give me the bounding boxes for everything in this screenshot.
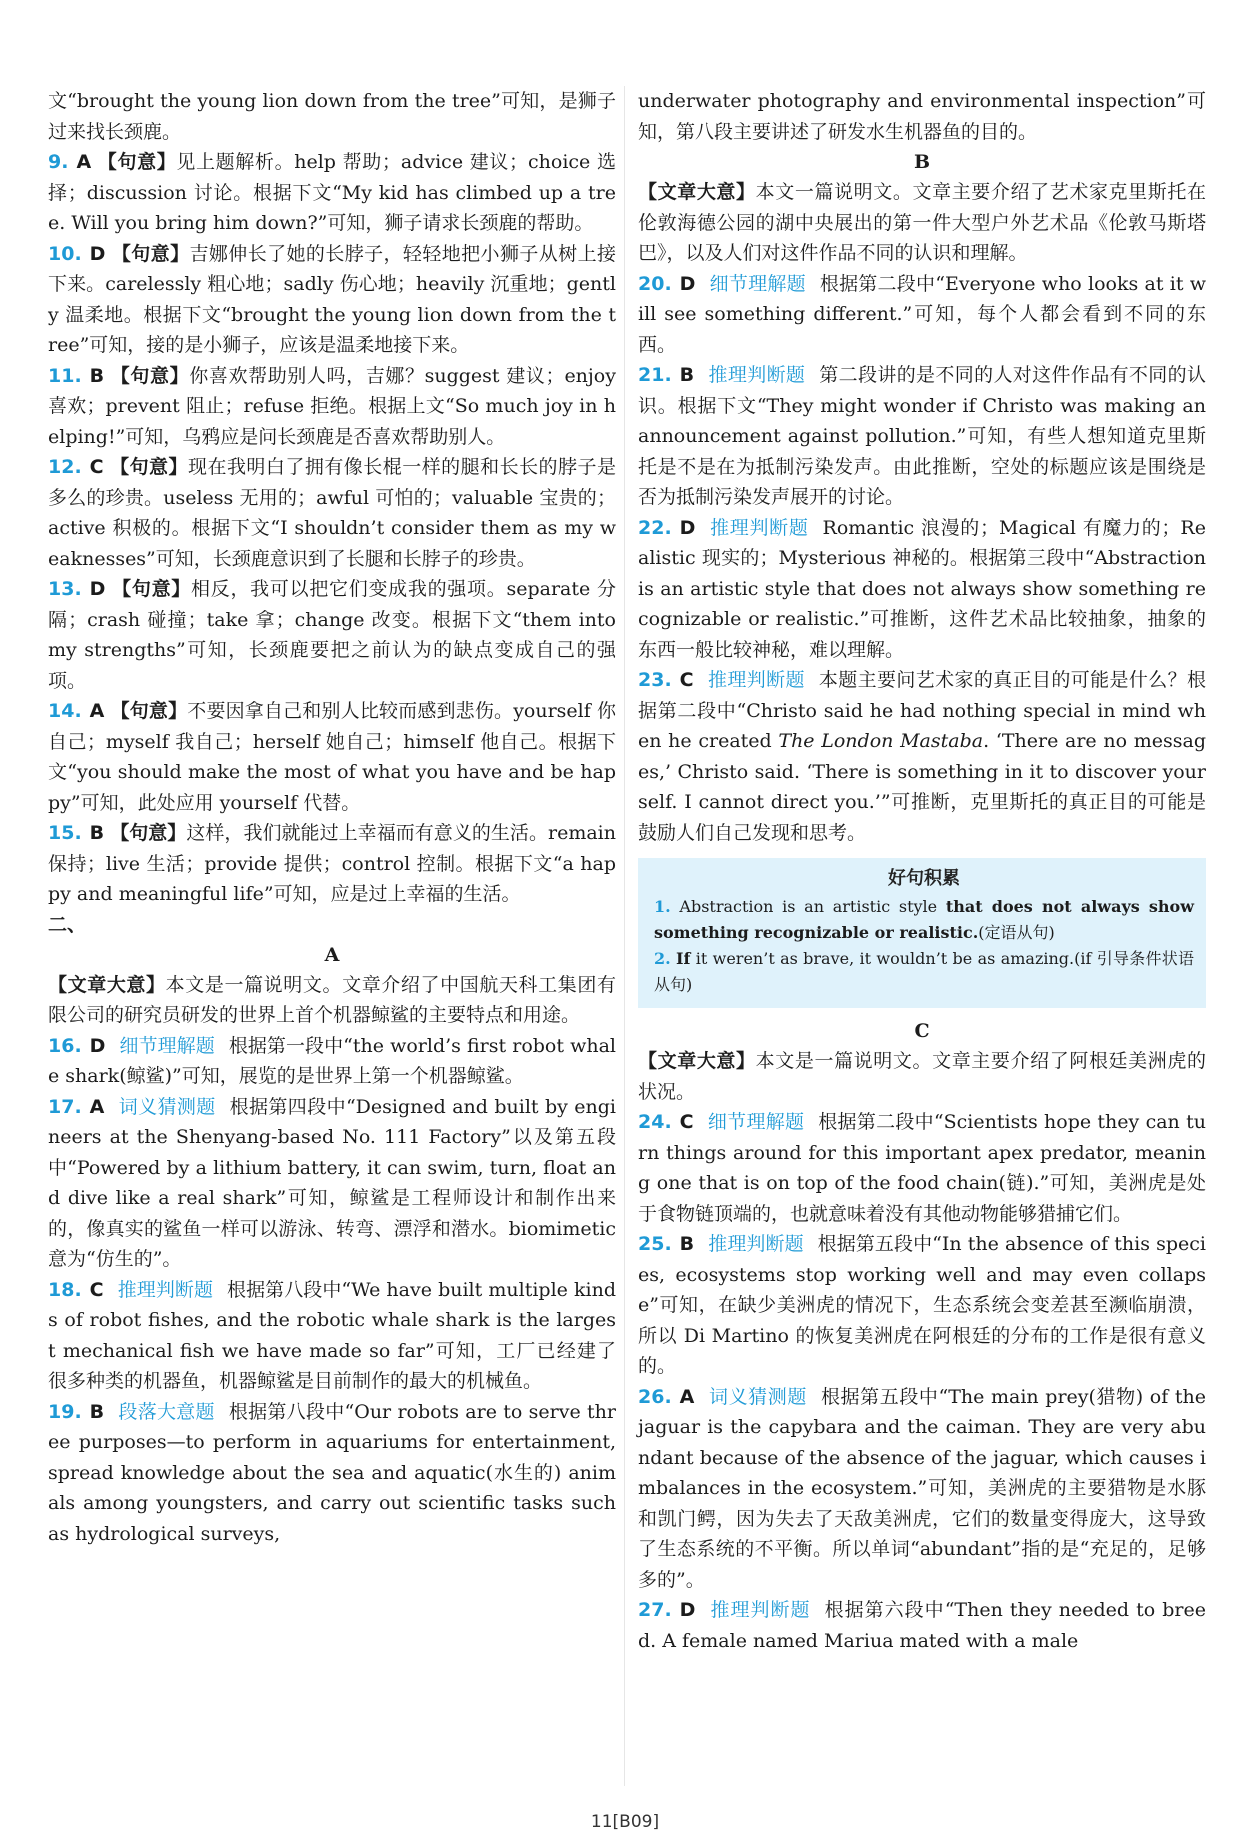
explanation-text: Romantic 浪漫的；Magical 有魔力的；Realistic 现实的；Mysterious 神秘的。根据第三段中“Abstraction is an artistic style that does not always show something recognizable or realistic.”可推断，这件艺术品比较抽象，抽象的东西一般比较神秘，难以理解。 xyxy=(638,516,1206,661)
answer-letter: B xyxy=(679,364,695,386)
answer-explanation xyxy=(48,818,616,910)
explanation-text: 根据第八段中“We have built multiple kinds of robot fishes, and the robotic whale shark is the largest mechanical fish we have made so far”可知，工厂已经建了很多种类的机器鱼，机器鲸鲨是目前制作的最大的机械鱼。 xyxy=(48,1278,616,1392)
explanation-text: 相反，我可以把它们变成我的强项。separate 分隔；crash 碰撞；take 拿；change 改变。根据下文“them into my strengths”可知，长颈鹿要把之前认为的缺点变成自己的强项。 xyxy=(48,578,616,692)
grammar-note: (定语从句) xyxy=(978,923,1055,942)
good-sentences-box xyxy=(638,858,1206,1008)
answer-letter: B xyxy=(679,1233,695,1255)
sentence-meaning-label: 【句意】 xyxy=(109,456,188,478)
section-letter: C xyxy=(914,1020,930,1042)
answer-letter: A xyxy=(679,1385,695,1408)
question-number: 11. xyxy=(48,364,82,387)
continued-text: underwater photography and environmental inspection”可知，第八段主要讲述了研发水生机器鱼的目的。 xyxy=(638,90,1206,143)
answer-explanation xyxy=(48,147,616,239)
main-idea-text: 本文是一篇说明文。文章介绍了中国航天科工集团有限公司的研究员研发的世界上首个机器鲸鲨的主要特点和用途。 xyxy=(48,973,616,1026)
explanation-text: 根据第二段中“Scientists hope they can turn things around for this important apex predator, meaning one that is on top of the food chain(链).”可知，美洲虎是处于食物链顶端的，也就意味着没有其他动物能够猎捕它们。 xyxy=(638,1111,1206,1225)
box-sentence-2 xyxy=(654,946,1194,998)
question-type-tag: 推理判断题 xyxy=(708,1233,804,1255)
column-divider xyxy=(624,86,625,1786)
question-number: 14. xyxy=(48,700,82,722)
explanation-text: 见上题解析。help 帮助；advice 建议；choice 选择；discussion 讨论。根据下文“My kid has climbed up a tree. Will you bring him down?”可知，狮子请求长颈鹿的帮助。 xyxy=(48,151,616,234)
answer-letter: C xyxy=(89,1278,104,1301)
explanation-text: 根据第四段中“Designed and built by engineers at the Shenyang-based No. 111 Factory”以及第五段中“Powered by a lithium battery, it can swim, turn, float and dive like a real shark”可知，鲸鲨是工程师设计和制作出来的，像真实的鲨鱼一样可以游泳、转弯、漂浮和潜水。biomimetic 意为“仿生的”。 xyxy=(48,1095,616,1270)
question-number: 13. xyxy=(48,578,82,600)
main-idea xyxy=(638,177,1206,269)
question-number: 24. xyxy=(638,1111,672,1133)
question-number: 26. xyxy=(638,1385,672,1408)
question-number: 20. xyxy=(638,272,672,295)
answer-letter: D xyxy=(89,242,106,265)
section-letter: B xyxy=(913,151,931,173)
answer-explanation xyxy=(48,696,616,818)
sentence-meaning-label: 【句意】 xyxy=(110,700,188,722)
main-idea-label: 【文章大意】 xyxy=(48,973,166,996)
part-heading: 二、 xyxy=(48,913,87,936)
answer-letter: D xyxy=(679,516,696,539)
question-number: 17. xyxy=(48,1095,82,1118)
answer-explanation xyxy=(638,1595,1206,1656)
answer-letter: C xyxy=(679,669,694,691)
answer-explanation xyxy=(638,513,1206,666)
question-number: 10. xyxy=(48,242,82,265)
main-idea-label: 【文章大意】 xyxy=(638,1050,756,1072)
explanation-text: 不要因拿自己和别人比较而感到悲伤。yourself 你自己；myself 我自己；herself 她自己；himself 他自己。根据下文“you should make the most of what you have and be happy”可知，此处应用 yourself 代替。 xyxy=(48,700,616,814)
explanation-text: 根据第五段中“The main prey(猎物) of the jaguar is the capybara and the caiman. They are very abundant because of the absence of the jaguar, which causes imbalances in the ecosystem.”可知，美洲虎的主要猎物是水豚和凯门鳄，因为失去了天敌美洲虎，它们的数量变得庞大，这导致了生态系统的不平衡。所以单词“abundant”指的是“充足的，足够多的”。 xyxy=(638,1385,1206,1591)
main-idea xyxy=(48,970,616,1031)
box-title: 好句积累 xyxy=(888,868,960,889)
right-column xyxy=(638,86,1206,1656)
explanation-text: 你喜欢帮助别人吗，吉娜？suggest 建议；enjoy 喜欢；prevent 阻止；refuse 拒绝。根据上文“So much joy in helping!”可知，乌鸦应是问长颈鹿是否喜欢帮助别人。 xyxy=(48,364,616,448)
answer-explanation xyxy=(48,574,616,696)
sentence-bold: that does not always show something recognizable or realistic. xyxy=(654,897,1195,942)
sentence-bold: If xyxy=(676,949,691,968)
answer-explanation xyxy=(48,452,616,574)
explanation-text: . ‘There are no messages,’ Christo said. ‘There is something in it to discover yourself. I cannot direct you.’”可推断，克里斯托的真正目的可能是鼓励人们自己发现和思考。 xyxy=(638,730,1206,844)
answer-explanation xyxy=(48,361,616,453)
answer-explanation xyxy=(638,360,1206,513)
main-idea-text: 本文是一篇说明文。文章主要介绍了阿根廷美洲虎的状况。 xyxy=(638,1050,1206,1103)
answer-explanation xyxy=(48,1031,616,1092)
answer-letter: B xyxy=(89,1400,105,1423)
answer-letter: C xyxy=(89,456,104,478)
explanation-text: 本题主要问艺术家的真正目的可能是什么？根据第二段中“Christo said he had nothing special in mind when he created xyxy=(638,669,1206,752)
explanation-text: 现在我明白了拥有像长棍一样的腿和长长的脖子是多么的珍贵。useless 无用的；awful 可怕的；valuable 宝贵的；active 积极的。根据下文“I shouldn’t consider them as my weaknesses”可知，长颈鹿意识到了长腿和长脖子的珍贵。 xyxy=(48,456,616,570)
question-number: 23. xyxy=(638,669,672,691)
left-column xyxy=(48,86,616,1549)
question-type-tag: 细节理解题 xyxy=(709,272,806,295)
question-number: 16. xyxy=(48,1034,82,1057)
sentence-meaning-label: 【句意】 xyxy=(111,578,192,600)
main-idea-text: 本文一篇说明文。文章主要介绍了艺术家克里斯托在伦敦海德公园的湖中央展出的第一件大型户外艺术品《伦敦马斯塔巴》，以及人们对这件作品不同的认识和理解。 xyxy=(638,181,1206,264)
answer-letter: D xyxy=(679,272,696,295)
question-number: 15. xyxy=(48,822,82,844)
answer-explanation xyxy=(638,1382,1206,1596)
sentence-meaning-label: 【句意】 xyxy=(97,151,177,173)
sentence-number: 2. xyxy=(654,949,671,968)
explanation-text: 第二段讲的是不同的人对这件作品有不同的认识。根据下文“They might wonder if Christo was making an announcement against pollution.”可知，有些人想知道克里斯托是不是在为抵制污染发声。由此推断，空处的标题应该是围绕是否为抵制污染发声展开的讨论。 xyxy=(638,364,1206,508)
answer-explanation xyxy=(638,1107,1206,1229)
answer-letter: C xyxy=(679,1111,694,1133)
box-sentence-1 xyxy=(654,894,1194,946)
question-number: 12. xyxy=(48,456,82,478)
sentence-meaning-label: 【句意】 xyxy=(111,242,190,265)
answer-letter: D xyxy=(89,1034,106,1057)
question-type-tag: 段落大意题 xyxy=(118,1400,215,1423)
question-type-tag: 细节理解题 xyxy=(707,1111,805,1133)
answer-letter: A xyxy=(89,700,105,722)
sentence-text: it weren’t as brave, it wouldn’t be as amazing. xyxy=(690,949,1075,968)
question-type-tag: 推理判断题 xyxy=(709,1599,811,1621)
explanation-text: 吉娜伸长了她的长脖子，轻轻地把小狮子从树上接下来。carelessly 粗心地；sadly 伤心地；heavily 沉重地；gently 温柔地。根据下文“brought the young lion down from the tree”可知，接的是小狮子，应该是温柔地接下来。 xyxy=(48,242,616,356)
question-number: 19. xyxy=(48,1400,82,1423)
question-type-tag: 词义猜测题 xyxy=(118,1095,216,1118)
sentence-text: Abstraction is an artistic style xyxy=(679,897,946,916)
answer-explanation xyxy=(638,269,1206,361)
question-type-tag: 词义猜测题 xyxy=(708,1385,807,1408)
grammar-note: (if 引导条件状语从句) xyxy=(654,949,1194,994)
explanation-text: 根据第一段中“the world’s first robot whale shark(鲸鲨)”可知，展览的是世界上第一个机器鲸鲨。 xyxy=(48,1034,616,1087)
answer-explanation xyxy=(48,239,616,361)
sentence-meaning-label: 【句意】 xyxy=(110,822,187,844)
answer-letter: D xyxy=(679,1599,696,1621)
question-number: 25. xyxy=(638,1233,672,1255)
explanation-text: 根据第五段中“In the absence of this species, ecosystems stop working well and may even collapse”可知，在缺少美洲虎的情况下，生态系统会变差甚至濒临崩溃，所以 Di Martino 的恢复美洲虎在阿根廷的分布的工作是很有意义的。 xyxy=(638,1233,1206,1377)
answer-explanation xyxy=(48,1397,616,1550)
answer-letter: B xyxy=(89,364,105,387)
question-number: 18. xyxy=(48,1278,82,1301)
answer-explanation xyxy=(638,1229,1206,1382)
explanation-text: 根据第六段中“Then they needed to breed. A female named Mariua mated with a male xyxy=(638,1599,1206,1652)
answer-letter: B xyxy=(89,822,105,844)
answer-letter: D xyxy=(89,578,106,600)
answer-explanation xyxy=(48,1092,616,1275)
question-type-tag: 推理判断题 xyxy=(708,364,806,386)
question-type-tag: 细节理解题 xyxy=(119,1034,215,1057)
question-type-tag: 推理判断题 xyxy=(709,516,809,539)
question-number: 22. xyxy=(638,516,672,539)
explanation-text: 根据第八段中“Our robots are to serve three purposes—to perform in aquariums for entertainment, spread knowledge about the sea and aquatic(水生的) animals among youngsters, and carry out scientific tasks such as hydrological surveys, xyxy=(48,1400,616,1545)
main-idea xyxy=(638,1046,1206,1107)
main-idea-label: 【文章大意】 xyxy=(638,181,756,203)
answer-explanation xyxy=(638,665,1206,848)
page-number: 11[B09] xyxy=(590,1812,660,1832)
continued-text: 文“brought the young lion down from the tree”可知，是狮子过来找长颈鹿。 xyxy=(48,90,616,143)
explanation-text: 这样，我们就能过上幸福而有意义的生活。remain 保持；live 生活；provide 提供；control 控制。根据下文“a happy and meaningful life”可知，应是过上幸福的生活。 xyxy=(48,822,616,905)
section-letter: A xyxy=(324,943,340,966)
answer-letter: A xyxy=(76,151,92,173)
answer-letter: A xyxy=(89,1095,105,1118)
question-number: 21. xyxy=(638,364,672,386)
question-number: 9. xyxy=(48,151,69,173)
question-number: 27. xyxy=(638,1599,672,1621)
artwork-title: The London Mastaba xyxy=(778,730,984,752)
explanation-text: 根据第二段中“Everyone who looks at it will see something different.”可知，每个人都会看到不同的东西。 xyxy=(638,272,1206,356)
question-type-tag: 推理判断题 xyxy=(707,669,805,691)
answer-explanation xyxy=(48,1275,616,1397)
sentence-number: 1. xyxy=(654,897,671,916)
question-type-tag: 推理判断题 xyxy=(117,1278,214,1301)
sentence-meaning-label: 【句意】 xyxy=(110,364,190,387)
